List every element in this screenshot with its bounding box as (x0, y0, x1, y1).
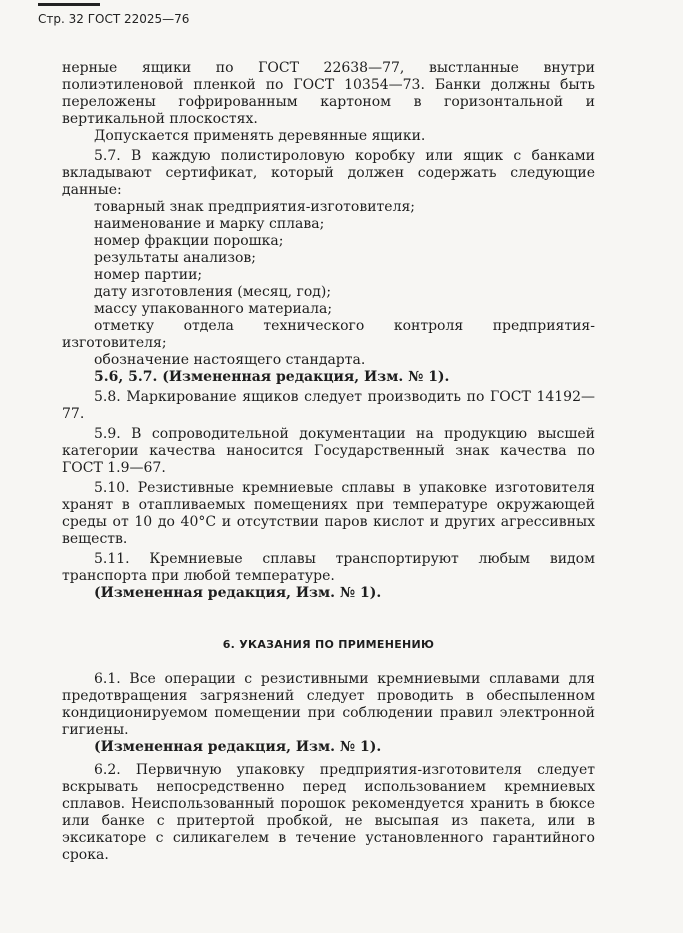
clause-6-1: 6.1. Все операции с резистивными кремниевыми сплавами для предотвращения загрязнений следует проводить в обеспыленном кондиционируемом помещении при соблюдении правил электронной гигиены. (62, 671, 595, 738)
clause-5-8: 5.8. Маркирование ящиков следует производить по ГОСТ 14192—77. (62, 389, 595, 422)
clause-5-9: 5.9. В сопроводительной документации на продукцию высшей категории качества наносится Государственный знак качества по ГОСТ 1.9—67. (62, 426, 595, 476)
amendment-note-6-1: (Измененная редакция, Изм. № 1). (94, 739, 382, 755)
amendment-note-5-11: (Измененная редакция, Изм. № 1). (94, 585, 382, 601)
certificate-item: результаты анализов; (94, 250, 256, 266)
certificate-list (62, 199, 595, 318)
certificate-item: номер фракции порошка; (94, 233, 284, 249)
header-rule (38, 3, 100, 6)
paragraph-continuation: нерные ящики по ГОСТ 22638—77, выстланные внутри полиэтиленовой пленкой по ГОСТ 10354—73. Банки должны быть переложены гофрированным картоном в горизонтальной и вертикальной плоскостях. (62, 60, 595, 127)
certificate-item: номер партии; (94, 267, 203, 283)
certificate-item: обозначение настоящего стандарта. (94, 352, 366, 368)
document-body (62, 60, 595, 864)
clause-6-2: 6.2. Первичную упаковку предприятия-изготовителя следует вскрывать непосредственно перед использованием кремниевых сплавов. Неиспользованный порошок рекомендуется хранить в бюксе или банке с притертой пробкой, не высыпая из пакета, или в эксикаторе с силикагелем в течение установленного гарантийного срока. (62, 762, 595, 863)
clause-5-10: 5.10. Резистивные кремниевые сплавы в упаковке изготовителя хранят в отапливаемых помещениях при температуре окружающей среды от 10 до 40°С и отсутствии паров кислот и других агрессивных веществ. (62, 480, 595, 547)
certificate-item: отметку отдела технического контроля предприятия-изготовителя; (62, 318, 595, 351)
certificate-item: массу упакованного материала; (94, 301, 333, 317)
certificate-item: наименование и марку сплава; (94, 216, 325, 232)
amendment-note-5-6-5-7: 5.6, 5.7. (Измененная редакция, Изм. № 1). (94, 369, 450, 385)
clause-5-7: 5.7. В каждую полистироловую коробку или ящик с банками вкладывают сертификат, который должен содержать следующие данные: (62, 148, 595, 198)
page-header: Стр. 32 ГОСТ 22025—76 (38, 12, 190, 26)
paragraph-wooden-boxes: Допускается применять деревянные ящики. (94, 128, 426, 144)
section-6-title: 6. УКАЗАНИЯ ПО ПРИМЕНЕНИЮ (222, 638, 435, 651)
certificate-item: дату изготовления (месяц, год); (94, 284, 332, 300)
clause-5-11: 5.11. Кремниевые сплавы транспортируют любым видом транспорта при любой температуре. (62, 551, 595, 584)
certificate-item: товарный знак предприятия-изготовителя; (94, 199, 416, 215)
